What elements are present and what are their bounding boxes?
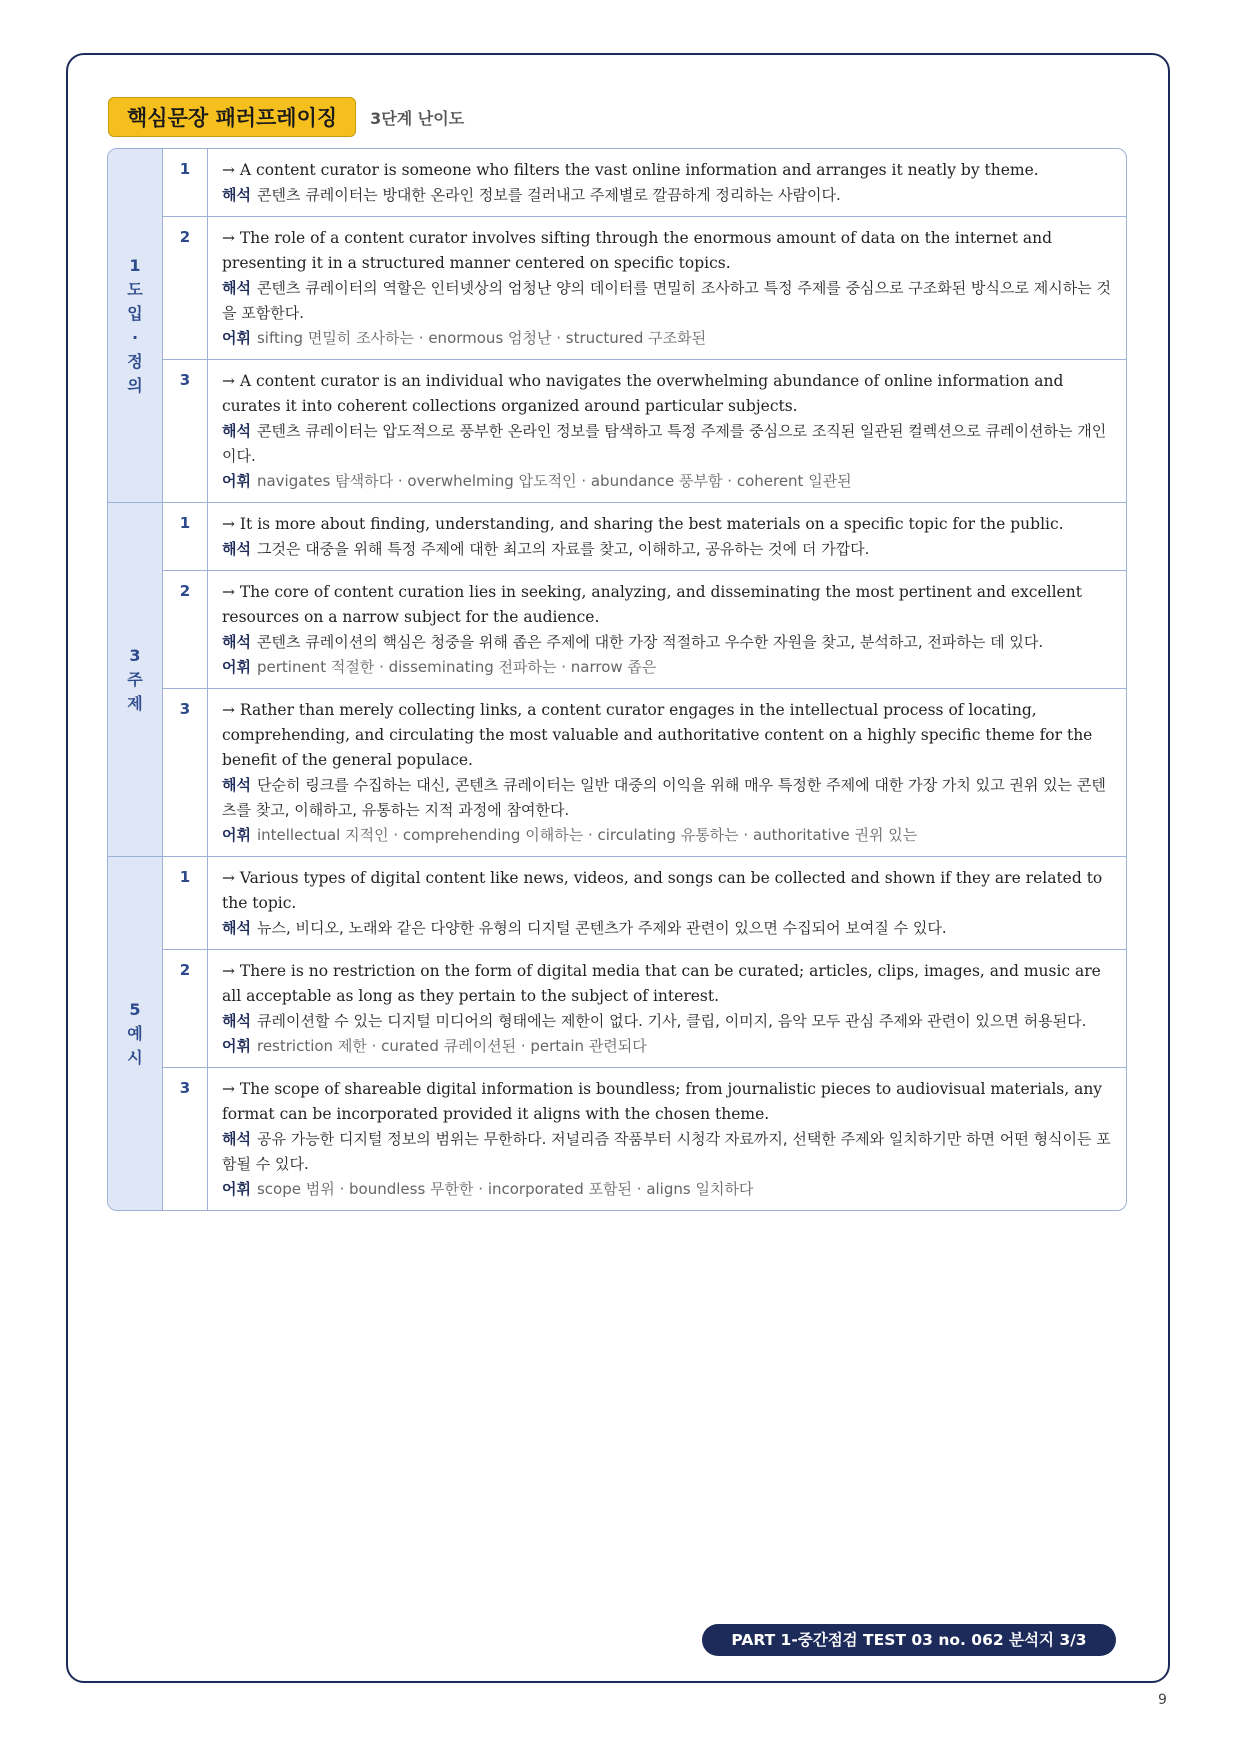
korean-translation [222, 1009, 1112, 1034]
row-content [208, 503, 1126, 570]
vocabulary-tag: 어휘 [222, 658, 251, 676]
vocabulary [222, 326, 1112, 351]
english-sentence: → Rather than merely collecting links, a content curator engages in the intellectual process of locating, comprehending, and circulating the most valuable and authoritative content on a highly specific theme for the benefit of the general populace. [222, 701, 1093, 769]
vocabulary-tag: 어휘 [222, 329, 251, 347]
vocabulary-items: restriction 제한 · curated 큐레이션된 · pertain 관련되다 [256, 1037, 647, 1055]
row-number: 2 [163, 217, 208, 359]
row-number: 2 [163, 950, 208, 1067]
translation-tag: 해석 [222, 1130, 251, 1148]
section-label-text: 1 도입·정의 [127, 255, 143, 395]
translation-text: 콘텐츠 큐레이터는 방대한 온라인 정보를 걸러내고 주제별로 깔끔하게 정리하는 사람이다. [256, 186, 841, 204]
vocabulary-items: scope 범위 · boundless 무한한 · incorporated 포함된 · aligns 일치하다 [256, 1180, 754, 1198]
table-row [163, 570, 1126, 688]
table-row [163, 688, 1126, 856]
section-label-text: 3 주제 [127, 645, 143, 713]
row-content [208, 950, 1126, 1067]
vocabulary-items: navigates 탐색하다 · overwhelming 압도적인 · abundance 풍부함 · coherent 일관된 [256, 472, 852, 490]
section-2 [108, 502, 1126, 856]
korean-translation [222, 419, 1112, 469]
translation-text: 공유 가능한 디지털 정보의 범위는 무한하다. 저널리즘 작품부터 시청각 자료까지, 선택한 주제와 일치하기만 하면 어떤 형식이든 포함될 수 있다. [222, 1130, 1111, 1173]
translation-tag: 해석 [222, 540, 251, 558]
table-row [163, 503, 1126, 570]
korean-translation [222, 183, 1112, 208]
section-label [108, 857, 163, 1210]
row-number: 3 [163, 689, 208, 856]
row-content [208, 857, 1126, 949]
translation-tag: 해석 [222, 776, 251, 794]
translation-text: 뉴스, 비디오, 노래와 같은 다양한 유형의 디지털 콘텐츠가 주제와 관련이 있으면 수집되어 보여질 수 있다. [256, 919, 947, 937]
table-row [163, 359, 1126, 502]
row-content [208, 571, 1126, 688]
section-rows [163, 857, 1126, 1210]
table-row [163, 149, 1126, 216]
row-number: 3 [163, 1068, 208, 1210]
section-label [108, 503, 163, 856]
page-number: 9 [1158, 1692, 1167, 1708]
translation-text: 콘텐츠 큐레이터의 역할은 인터넷상의 엄청난 양의 데이터를 면밀히 조사하고 특정 주제를 중심으로 구조화된 방식으로 제시하는 것을 포함한다. [222, 279, 1111, 322]
row-number: 1 [163, 503, 208, 570]
translation-text: 콘텐츠 큐레이션의 핵심은 청중을 위해 좁은 주제에 대한 가장 적절하고 우수한 자원을 찾고, 분석하고, 전파하는 데 있다. [256, 633, 1044, 651]
translation-tag: 해석 [222, 919, 251, 937]
title-row [108, 96, 464, 138]
translation-text: 큐레이션할 수 있는 디지털 미디어의 형태에는 제한이 없다. 기사, 클립, 이미지, 음악 모두 관심 주제와 관련이 있으면 허용된다. [256, 1012, 1087, 1030]
title-badge: 핵심문장 패러프레이징 [108, 97, 356, 137]
english-sentence: → There is no restriction on the form of digital media that can be curated; articles, clips, images, and music are all acceptable as long as they pertain to the subject of interest. [222, 962, 1101, 1005]
korean-translation [222, 916, 1112, 941]
vocabulary-items: pertinent 적절한 · disseminating 전파하는 · narrow 좁은 [256, 658, 657, 676]
section-rows [163, 149, 1126, 502]
translation-text: 그것은 대중을 위해 특정 주제에 대한 최고의 자료를 찾고, 이해하고, 공유하는 것에 더 가깝다. [256, 540, 870, 558]
vocabulary [222, 469, 1112, 494]
korean-translation [222, 537, 1112, 562]
row-content [208, 149, 1126, 216]
vocabulary [222, 655, 1112, 680]
translation-tag: 해석 [222, 279, 251, 297]
row-number: 2 [163, 571, 208, 688]
korean-translation [222, 630, 1112, 655]
difficulty-level: 3단계 난이도 [370, 108, 465, 128]
translation-text: 콘텐츠 큐레이터는 압도적으로 풍부한 온라인 정보를 탐색하고 특정 주제를 중심으로 조직된 일관된 컬렉션으로 큐레이션하는 개인이다. [222, 422, 1107, 465]
translation-tag: 해석 [222, 633, 251, 651]
paraphrase-table [107, 148, 1127, 1211]
english-sentence: → The role of a content curator involves sifting through the enormous amount of data on the internet and presenting it in a structured manner centered on specific topics. [222, 229, 1053, 272]
section-3 [108, 856, 1126, 1210]
english-sentence: → It is more about finding, understanding, and sharing the best materials on a specific topic for the public. [222, 515, 1064, 533]
table-row [163, 1067, 1126, 1210]
english-sentence: → A content curator is an individual who navigates the overwhelming abundance of online information and curates it into coherent collections organized around particular subjects. [222, 372, 1064, 415]
row-content [208, 217, 1126, 359]
row-content [208, 689, 1126, 856]
section-1 [108, 149, 1126, 502]
korean-translation [222, 773, 1112, 823]
english-sentence: → A content curator is someone who filters the vast online information and arranges it neatly by theme. [222, 161, 1039, 179]
translation-tag: 해석 [222, 1012, 251, 1030]
vocabulary-items: intellectual 지적인 · comprehending 이해하는 · circulating 유통하는 · authoritative 권위 있는 [256, 826, 918, 844]
footer-badge: PART 1-중간점검 TEST 03 no. 062 분석지 3/3 [702, 1624, 1116, 1656]
row-number: 3 [163, 360, 208, 502]
row-content [208, 1068, 1126, 1210]
vocabulary [222, 1177, 1112, 1202]
translation-text: 단순히 링크를 수집하는 대신, 콘텐츠 큐레이터는 일반 대중의 이익을 위해 매우 특정한 주제에 대한 가장 가치 있고 권위 있는 콘텐츠를 찾고, 이해하고, 유통하는 지적 과정에 참여한다. [222, 776, 1106, 819]
vocabulary-tag: 어휘 [222, 826, 251, 844]
english-sentence: → The core of content curation lies in seeking, analyzing, and disseminating the most pertinent and excellent resources on a narrow subject for the audience. [222, 583, 1082, 626]
table-row [163, 949, 1126, 1067]
row-number: 1 [163, 857, 208, 949]
vocabulary-items: sifting 면밀히 조사하는 · enormous 엄청난 · structured 구조화된 [256, 329, 707, 347]
korean-translation [222, 1127, 1112, 1177]
vocabulary-tag: 어휘 [222, 1180, 251, 1198]
vocabulary [222, 1034, 1112, 1059]
section-label [108, 149, 163, 502]
row-number: 1 [163, 149, 208, 216]
korean-translation [222, 276, 1112, 326]
vocabulary-tag: 어휘 [222, 472, 251, 490]
translation-tag: 해석 [222, 422, 251, 440]
section-rows [163, 503, 1126, 856]
vocabulary [222, 823, 1112, 848]
translation-tag: 해석 [222, 186, 251, 204]
section-label-text: 5 예시 [127, 999, 143, 1067]
english-sentence: → The scope of shareable digital information is boundless; from journalistic pieces to audiovisual materials, any format can be incorporated provided it aligns with the chosen theme. [222, 1080, 1103, 1123]
row-content [208, 360, 1126, 502]
vocabulary-tag: 어휘 [222, 1037, 251, 1055]
table-row [163, 216, 1126, 359]
table-row [163, 857, 1126, 949]
english-sentence: → Various types of digital content like news, videos, and songs can be collected and shown if they are related to the topic. [222, 869, 1103, 912]
